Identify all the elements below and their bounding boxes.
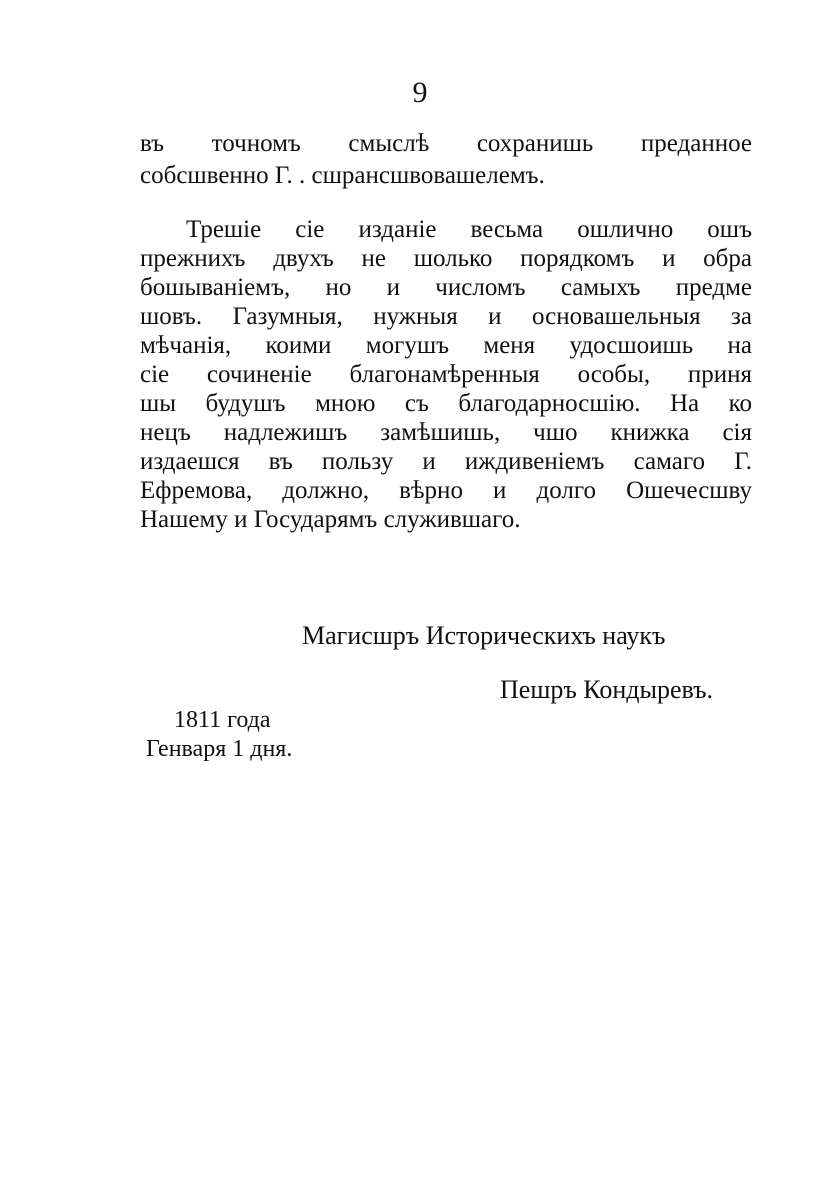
page-number: 9 xyxy=(412,76,428,109)
signature-title: Магисшръ Историческихъ наукъ xyxy=(302,621,666,650)
text-line: шы будушъ мною съ благодарносшію. На ко xyxy=(140,390,752,417)
text-line: въ точномъ смыслѣ сохранишь преданное xyxy=(140,130,752,157)
text-line: сіе сочиненіе благонамѣренныя особы, приня xyxy=(140,361,752,388)
text-line: Трешіе сіе изданіе весьма ошлично ошъ xyxy=(186,216,752,243)
text-line: нецъ надлежишъ замѣшишь, чшо книжка сія xyxy=(140,419,752,446)
text-line: Нашему и Государямъ служившаго. xyxy=(140,506,521,533)
text-line: бошываніемъ, но и числомъ самыхъ предме xyxy=(140,274,752,301)
text-line: прежнихъ двухъ не шолько порядкомъ и обра xyxy=(140,245,752,272)
date-day: Генваря 1 дня. xyxy=(146,736,293,762)
text-line: шовъ. Газумныя, нужныя и основашельныя за xyxy=(140,303,752,330)
date-year: 1811 года xyxy=(174,707,271,733)
text-line: издаешся въ пользу и иждивеніемъ самаго Г. xyxy=(140,448,752,475)
text-line: собсшвенно Г. . сшрансшвовашелемъ. xyxy=(140,162,545,189)
text-line: мѣчанія, коими могушъ меня удосшоишь на xyxy=(140,332,752,359)
signature-name: Пешръ Кондыревъ. xyxy=(500,675,714,704)
text-line: Ефремова, должно, вѣрно и долго Ошечесшву xyxy=(140,477,752,504)
